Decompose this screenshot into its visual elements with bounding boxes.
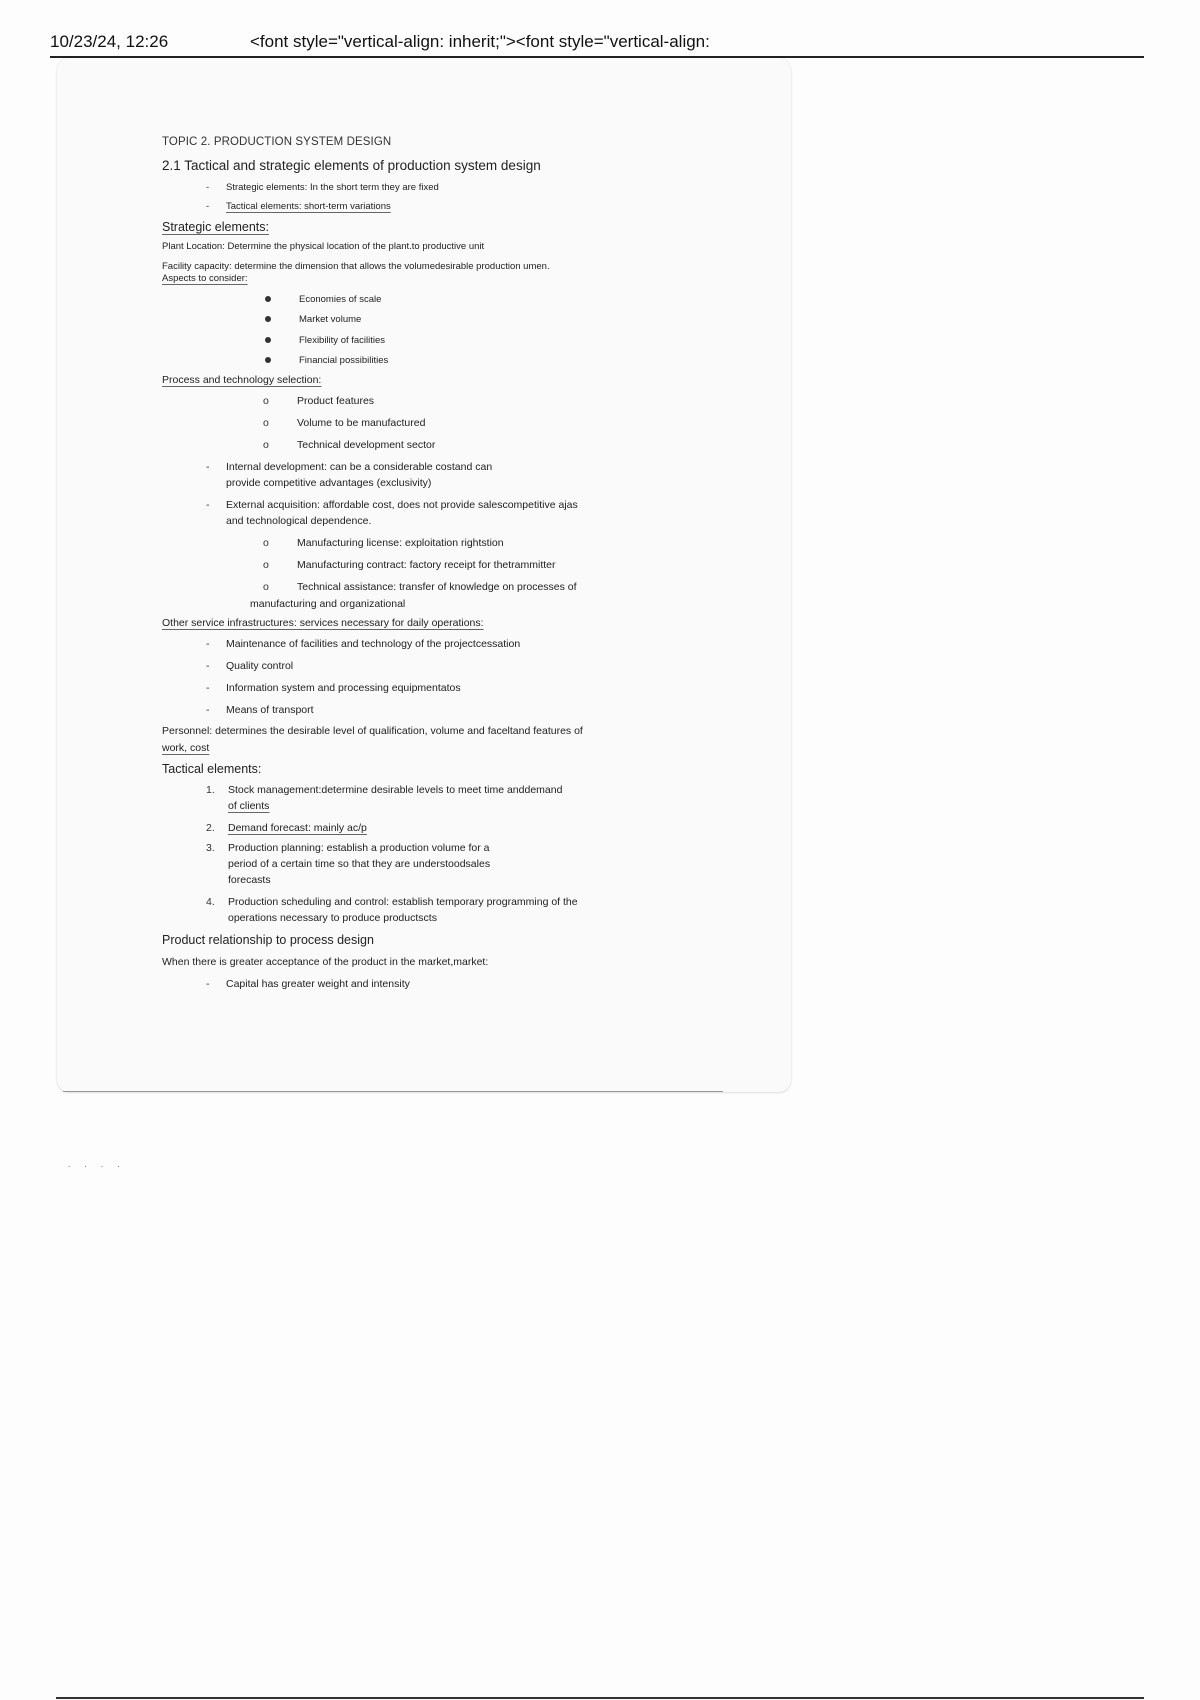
list-item-text: Manufacturing license: exploitation rightstion: [297, 537, 504, 549]
list-item-text: Means of transport: [226, 704, 314, 716]
list-item-continuation: of clients: [228, 800, 270, 812]
aspects-label: Aspects to consider:: [162, 273, 248, 284]
product-relationship-heading: Product relationship to process design: [162, 933, 374, 947]
list-item: [206, 182, 439, 193]
process-heading: Process and technology selection:: [162, 374, 322, 386]
tactical-heading: Tactical elements:: [162, 762, 262, 776]
list-item-continuation: period of a certain time so that they are understoodsales: [228, 858, 491, 870]
list-item-text: Tactical elements: short-term variations: [226, 201, 391, 212]
bullet-icon: [265, 337, 271, 343]
list-item: [206, 660, 293, 672]
print-title: <font style="vertical-align: inherit;"><font style="vertical-align:: [250, 32, 710, 51]
list-item-text: Maintenance of facilities and technology of the projectcessation: [226, 638, 521, 650]
list-item-text: Market volume: [299, 314, 362, 325]
dash-marker: -: [206, 978, 210, 990]
list-item-text: Flexibility of facilities: [299, 335, 386, 346]
print-header: [50, 30, 1144, 58]
list-item-text: Manufacturing contract: factory receipt for thetrammitter: [297, 559, 556, 571]
bullet-icon: [265, 316, 271, 322]
list-item-text: Information system and processing equipmentatos: [226, 682, 461, 694]
list-item: [263, 559, 556, 571]
list-item: [263, 439, 435, 451]
list-item-text: Financial possibilities: [299, 355, 389, 366]
list-item: [263, 417, 425, 429]
facility-capacity: Facility capacity: determine the dimension that allows the volumedesirable production umen.: [162, 261, 550, 272]
list-item: [206, 201, 391, 212]
list-number: 1.: [206, 784, 215, 796]
other-services-heading: Other service infrastructures: services necessary for daily operations:: [162, 617, 484, 629]
list-item: [263, 537, 504, 549]
print-timestamp: 10/23/24, 12:26: [50, 32, 169, 51]
list-item-continuation: manufacturing and organizational: [250, 598, 406, 610]
dash-marker: -: [206, 704, 210, 716]
list-item-text: Technical assistance: transfer of knowledge on processes of: [297, 581, 577, 593]
list-item: [206, 638, 520, 650]
circle-marker: o: [263, 581, 269, 593]
market-line: When there is greater acceptance of the product in the market,market:: [162, 956, 489, 968]
topic-title: TOPIC 2. PRODUCTION SYSTEM DESIGN: [162, 136, 392, 148]
list-item: [206, 682, 461, 694]
list-item: [206, 842, 490, 854]
list-item-text: Production planning: establish a production volume for a: [228, 842, 490, 854]
bottom-rule: [56, 1697, 1144, 1699]
list-item-text: Technical development sector: [297, 439, 436, 451]
list-item-text: Economies of scale: [299, 294, 382, 305]
page-bottom-edge: [63, 1091, 723, 1092]
list-number: 2.: [206, 822, 215, 834]
list-item-text: Strategic elements: In the short term they are fixed: [226, 182, 439, 193]
dash-marker: -: [206, 660, 210, 672]
list-item: [263, 355, 388, 366]
dash-marker: -: [206, 682, 210, 694]
list-item: [263, 314, 361, 325]
footer-marks: . . . .: [68, 1160, 126, 1169]
list-item-text: Production scheduling and control: establish temporary programming of the: [228, 896, 578, 908]
list-item-text: Internal development: can be a considerable costand can: [226, 461, 493, 473]
dash-marker: -: [206, 182, 210, 193]
circle-marker: o: [263, 537, 269, 549]
list-item: [206, 784, 562, 796]
list-item-text: Product features: [297, 395, 375, 407]
list-item: [206, 896, 578, 908]
list-item: [263, 581, 577, 593]
list-item-continuation: forecasts: [228, 874, 271, 886]
list-item: [263, 395, 374, 407]
list-item-text: Capital has greater weight and intensity: [226, 978, 410, 990]
dash-marker: -: [206, 499, 210, 511]
list-item-continuation: provide competitive advantages (exclusivity): [226, 477, 432, 489]
list-item: [206, 704, 314, 716]
list-item: [263, 294, 381, 305]
list-item-text: Volume to be manufactured: [297, 417, 426, 429]
document-page: [57, 58, 791, 1092]
bullet-icon: [265, 296, 271, 302]
list-item-text: Stock management:determine desirable levels to meet time anddemand: [228, 784, 563, 796]
plant-location: Plant Location: Determine the physical location of the plant.to productive unit: [162, 241, 485, 252]
list-item-continuation: operations necessary to produce productscts: [228, 912, 437, 924]
list-number: 4.: [206, 896, 215, 908]
list-item: [206, 499, 578, 511]
dash-marker: -: [206, 461, 210, 473]
dash-marker: -: [206, 638, 210, 650]
strategic-heading: Strategic elements:: [162, 220, 269, 234]
dash-marker: -: [206, 201, 210, 212]
personnel-continuation: work, cost: [162, 742, 210, 754]
list-number: 3.: [206, 842, 215, 854]
circle-marker: o: [263, 395, 269, 407]
section-title: 2.1 Tactical and strategic elements of production system design: [162, 158, 541, 173]
circle-marker: o: [263, 559, 269, 571]
list-item-text: External acquisition: affordable cost, does not provide salescompetitive ajas: [226, 499, 578, 511]
list-item: [206, 822, 367, 834]
list-item-text: Quality control: [226, 660, 294, 672]
list-item: [206, 461, 492, 473]
list-item: [263, 335, 385, 346]
personnel-line: Personnel: determines the desirable level of qualification, volume and faceltand features of: [162, 725, 583, 737]
circle-marker: o: [263, 417, 269, 429]
list-item: [206, 978, 410, 990]
list-item-continuation: and technological dependence.: [226, 515, 372, 527]
bullet-icon: [265, 357, 271, 363]
circle-marker: o: [263, 439, 269, 451]
list-item-text: Demand forecast: mainly ac/p: [228, 822, 367, 834]
